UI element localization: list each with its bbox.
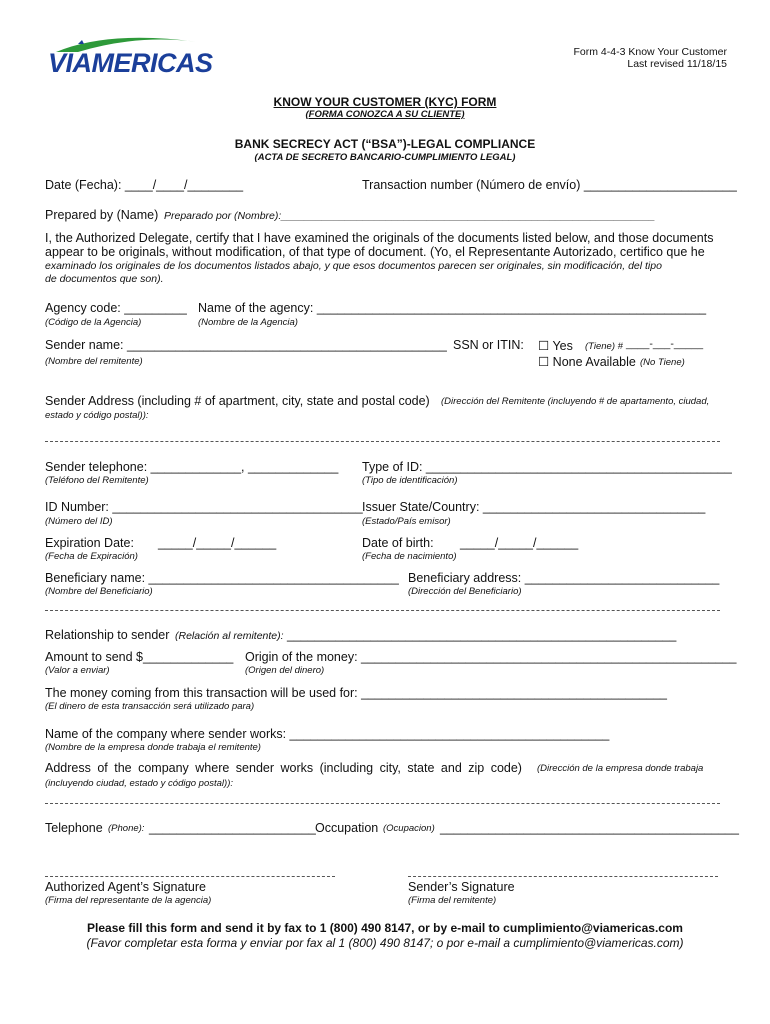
agent-signature-caption: (Firma del representante de la agencia) bbox=[45, 895, 212, 906]
sender-signature-label: Sender’s Signature bbox=[408, 880, 515, 894]
form-revised: Last revised 11/18/15 bbox=[627, 58, 727, 70]
money-use-field[interactable]: The money coming from this transaction will be used for: ____________________________________________ bbox=[45, 686, 667, 700]
viamericas-logo bbox=[48, 30, 228, 78]
sender-telephone-field[interactable]: Sender telephone: _____________, _____________ bbox=[45, 460, 339, 474]
company-address-caption-1: (Dirección de la empresa donde trabaja bbox=[537, 763, 704, 774]
money-use-caption: (El dinero de esta transacción será utilizado para) bbox=[45, 701, 255, 712]
dob-caption: (Fecha de nacimiento) bbox=[362, 551, 457, 562]
transaction-number-field[interactable]: Transaction number (Número de envío) ______________________ bbox=[362, 178, 737, 192]
form-title-es: (FORMA CONOZCA A SU CLIENTE) bbox=[305, 109, 465, 120]
expiration-label: Expiration Date: bbox=[45, 536, 134, 550]
company-name-caption: (Nombre de la empresa donde trabaja el remitente) bbox=[45, 742, 261, 753]
agent-signature-label: Authorized Agent’s Signature bbox=[45, 880, 206, 894]
sender-name-caption: (Nombre del remitente) bbox=[45, 356, 143, 367]
footer-instructions-es: (Favor completar esta forma y enviar por fax al 1 (800) 490 8147; o por e-mail a cumplimiento@viamericas.com) bbox=[86, 936, 684, 950]
occupation-label: Occupation bbox=[315, 821, 379, 835]
company-address-label: Address of the company where sender works (including city, state and zip code) bbox=[45, 761, 522, 775]
expiration-field[interactable]: _____/_____/______ bbox=[158, 536, 277, 550]
company-address-caption-2: (incluyendo ciudad, estado y código postal)): bbox=[45, 778, 234, 789]
issuer-caption: (Estado/País emisor) bbox=[362, 516, 451, 527]
id-type-caption: (Tipo de identificación) bbox=[362, 475, 458, 486]
relationship-caption: (Relación al remitente): bbox=[175, 630, 284, 642]
ssn-label: SSN or ITIN: bbox=[453, 338, 524, 352]
agency-code-caption: (Código de la Agencia) bbox=[45, 317, 142, 328]
company-address-line[interactable] bbox=[45, 803, 720, 804]
sender-telephone-caption: (Teléfono del Remitente) bbox=[45, 475, 149, 486]
sender-signature-line[interactable] bbox=[408, 876, 718, 877]
origin-field[interactable]: Origin of the money: ______________________________________________________ bbox=[245, 650, 737, 664]
form-id: Form 4-4-3 Know Your Customer bbox=[573, 46, 727, 58]
footer-instructions: Please fill this form and send it by fax to 1 (800) 490 8147, or by e-mail to cumplimiento@viamericas.com bbox=[87, 921, 683, 935]
logo-text: VIAMERICAS bbox=[48, 48, 213, 78]
telephone-field[interactable]: ________________________ bbox=[149, 821, 316, 835]
expiration-caption: (Fecha de Expiración) bbox=[45, 551, 138, 562]
ssn-yes-checkbox[interactable]: ☐ Yes bbox=[538, 339, 573, 353]
certification-line-4: de documentos que son). bbox=[45, 273, 164, 285]
dob-field[interactable]: _____/_____/______ bbox=[460, 536, 579, 550]
form-subtitle-es: (ACTA DE SECRETO BANCARIO-CUMPLIMIENTO LEGAL) bbox=[254, 152, 516, 163]
date-field[interactable]: Date (Fecha): ____/____/________ bbox=[45, 178, 244, 192]
agency-name-caption: (Nombre de la Agencia) bbox=[198, 317, 298, 328]
company-name-field[interactable]: Name of the company where sender works: ______________________________________________ bbox=[45, 727, 610, 741]
agent-signature-line[interactable] bbox=[45, 876, 335, 877]
origin-caption: (Origen del dinero) bbox=[245, 665, 325, 676]
ssn-none-caption: (No Tiene) bbox=[640, 357, 685, 368]
form-subtitle: BANK SECRECY ACT (“BSA”)-LEGAL COMPLIANCE bbox=[234, 137, 536, 151]
ssn-yes-caption: (Tiene) # bbox=[585, 341, 623, 352]
ssn-number-field[interactable]: ____-___-_____ bbox=[626, 338, 704, 350]
beneficiary-address-field[interactable]: Beneficiary address: ____________________________ bbox=[408, 571, 720, 585]
beneficiary-name-field[interactable]: Beneficiary name: ____________________________________ bbox=[45, 571, 399, 585]
prepared-by-label: Prepared by (Name) bbox=[45, 208, 159, 222]
agency-code-field[interactable]: Agency code: _________ bbox=[45, 301, 187, 315]
sender-name-field[interactable]: Sender name: ______________________________________________ bbox=[45, 338, 447, 352]
sender-signature-caption: (Firma del remitente) bbox=[408, 895, 497, 906]
sender-address-label: Sender Address (including # of apartment, city, state and postal code) bbox=[45, 394, 430, 408]
sender-address-line[interactable] bbox=[45, 441, 720, 442]
relationship-field[interactable]: ________________________________________________________ bbox=[287, 628, 677, 642]
agency-name-field[interactable]: Name of the agency: ________________________________________________________ bbox=[198, 301, 707, 315]
sender-address-caption-1: (Dirección del Remitente (incluyendo # de apartamento, ciudad, bbox=[441, 396, 710, 407]
beneficiary-name-caption: (Nombre del Beneficiario) bbox=[45, 586, 153, 597]
amount-field[interactable]: Amount to send $_____________ bbox=[45, 650, 234, 664]
telephone-caption: (Phone): bbox=[108, 823, 145, 834]
id-number-field[interactable]: ID Number: ____________________________________ bbox=[45, 500, 363, 514]
certification-line-3: examinado los originales de los documentos listados abajo, y que esos documentos parecen ser originales, sin modificación, del tipo bbox=[45, 260, 662, 272]
prepared-by-field[interactable]: Preparado por (Nombre):________________________________________________________________ bbox=[164, 210, 656, 222]
issuer-field[interactable]: Issuer State/Country: ________________________________ bbox=[362, 500, 706, 514]
certification-line-2: appear to be originals, without modification, of that type of document. (Yo, el Representante Autorizado, certifico que he bbox=[45, 245, 705, 259]
telephone-label: Telephone bbox=[45, 821, 103, 835]
beneficiary-address-line[interactable] bbox=[45, 610, 720, 611]
id-number-caption: (Número del ID) bbox=[45, 516, 113, 527]
form-title: KNOW YOUR CUSTOMER (KYC) FORM bbox=[273, 95, 497, 109]
sender-address-caption-2: estado y código postal)): bbox=[45, 410, 149, 421]
certification-line-1: I, the Authorized Delegate, certify that I have examined the originals of the documents listed below, and those documents bbox=[45, 231, 714, 245]
amount-caption: (Valor a enviar) bbox=[45, 665, 110, 676]
dob-label: Date of birth: bbox=[362, 536, 434, 550]
occupation-caption: (Ocupacion) bbox=[383, 823, 435, 834]
ssn-none-checkbox[interactable]: ☐ None Available bbox=[538, 355, 636, 369]
id-type-field[interactable]: Type of ID: ____________________________________________ bbox=[362, 460, 732, 474]
relationship-label: Relationship to sender bbox=[45, 628, 170, 642]
occupation-field[interactable]: ___________________________________________ bbox=[440, 821, 739, 835]
beneficiary-address-caption: (Dirección del Beneficiario) bbox=[408, 586, 522, 597]
